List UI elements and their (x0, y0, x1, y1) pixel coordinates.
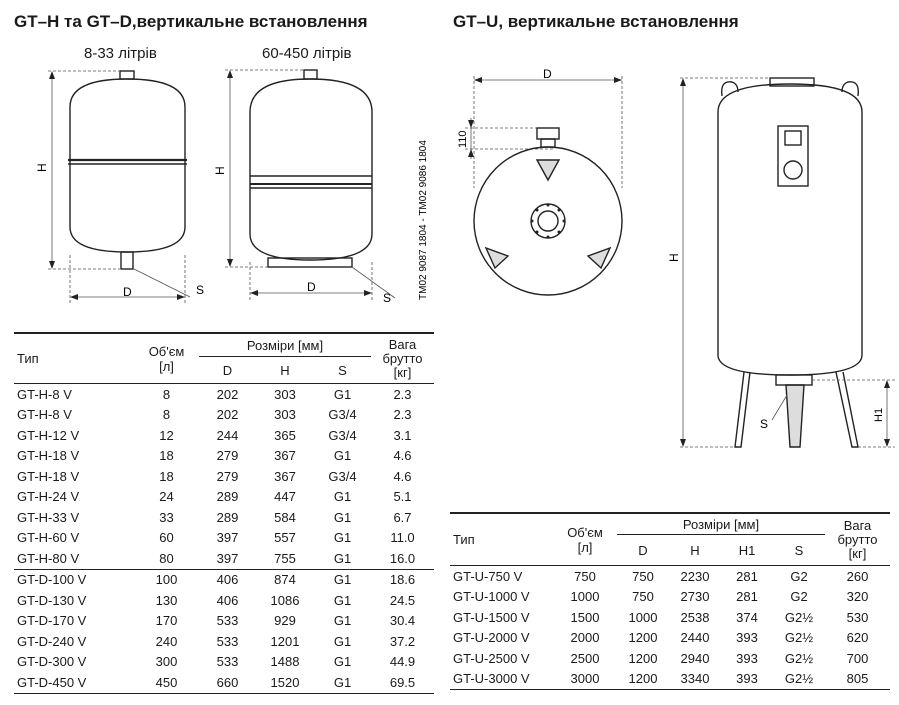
table-row: GT-D-450 V 450 660 1520 G1 69.5 (14, 672, 434, 693)
gt-u-drawing (440, 60, 885, 455)
col-volume-header: Об'єм [л] (134, 333, 199, 384)
front-dim-s-label: S (760, 417, 769, 431)
left-section-title: GT–H та GT–D,вертикальне встановлення (14, 12, 368, 31)
large-dim-d-label: D (307, 280, 316, 294)
table-row: GT-U-1000 V 1000 750 2730 281 G2 320 (453, 589, 869, 605)
right-section-title: GT–U, вертикальне встановлення (453, 12, 739, 31)
table-row: GT-U-1500 V 1500 1000 2538 374 G2½ 530 (453, 609, 869, 625)
table-row: GT-D-240 V 240 533 1201 G1 37.2 (17, 633, 416, 649)
gt-h-gt-d-drawing (0, 60, 429, 305)
table-row: GT-D-170 V 170 533 929 G1 30.4 (17, 613, 416, 629)
table-row: GT-H-8 V 8 202 303 G3/4 2.3 (17, 407, 412, 423)
col-d-header: D (199, 357, 256, 384)
table-row: GT-H-80 V 80 397 755 G1 16.0 (17, 550, 416, 566)
col-sizes-header: Розміри [мм] (617, 513, 825, 535)
col-h-header: H (669, 535, 721, 566)
front-dim-h-label: H (667, 253, 681, 262)
table-row: GT-U-2500 V 2500 1200 2940 393 G2½ 700 (453, 650, 869, 666)
small-dim-d-label: D (123, 285, 132, 299)
gt-h-gt-d-table (14, 332, 434, 694)
table-row: GT-U-750 V 750 750 2230 281 G2 260 (453, 568, 869, 584)
table-row: GT-H-24 V 24 289 447 G1 5.1 (17, 489, 412, 505)
table-row: GT-U-3000 V 3000 1200 3340 393 G2½ 805 (450, 669, 890, 690)
col-h1-header: H1 (721, 535, 773, 566)
tm-code-label: TM02 9087 1804 - TM02 9086 1804 (418, 140, 429, 300)
table-row: GT-H-33 V 33 289 584 G1 6.7 (17, 509, 412, 525)
table-row: GT-D-300 V 300 533 1488 G1 44.9 (17, 654, 416, 670)
large-tank-caption: 60-450 літрів (262, 45, 352, 62)
table-row: GT-H-18 V 18 279 367 G1 4.6 (17, 448, 412, 464)
front-dim-h1-label: H1 (873, 407, 885, 422)
table-row: GT-D-100 V 100 406 874 G1 18.6 (14, 569, 434, 590)
large-dim-s-label: S (383, 291, 392, 305)
top-view-dim-d-label: D (543, 67, 552, 81)
col-type-header: Тип (450, 513, 553, 566)
col-weight-header: Вага брутто [кг] (825, 513, 890, 566)
col-weight-header: Вага брутто [кг] (371, 333, 434, 384)
table-row: GT-H-12 V 12 244 365 G3/4 3.1 (17, 427, 412, 443)
col-h-header: H (256, 357, 314, 384)
small-dim-h-label: H (35, 163, 49, 172)
small-tank-caption: 8-33 літрів (84, 45, 157, 62)
table-row: GT-U-2000 V 2000 1200 2440 393 G2½ 620 (453, 630, 869, 646)
table-row: GT-D-130 V 130 406 1086 G1 24.5 (17, 592, 416, 608)
col-sizes-header: Розміри [мм] (199, 333, 371, 357)
top-view-dim-110-label: 110 (457, 130, 469, 148)
col-type-header: Тип (14, 333, 134, 384)
col-volume-header: Об'єм [л] (553, 513, 617, 566)
table-row: GT-H-18 V 18 279 367 G3/4 4.6 (17, 468, 412, 484)
col-s-header: S (314, 357, 371, 384)
large-dim-h-label: H (213, 166, 227, 175)
col-d-header: D (617, 535, 669, 566)
gt-u-table (450, 512, 890, 690)
table-row: GT-H-60 V 60 397 557 G1 11.0 (17, 530, 415, 546)
table-row: GT-H-8 V 8 202 303 G1 2.3 (17, 386, 412, 402)
col-s-header: S (773, 535, 825, 566)
small-dim-s-label: S (196, 283, 205, 297)
